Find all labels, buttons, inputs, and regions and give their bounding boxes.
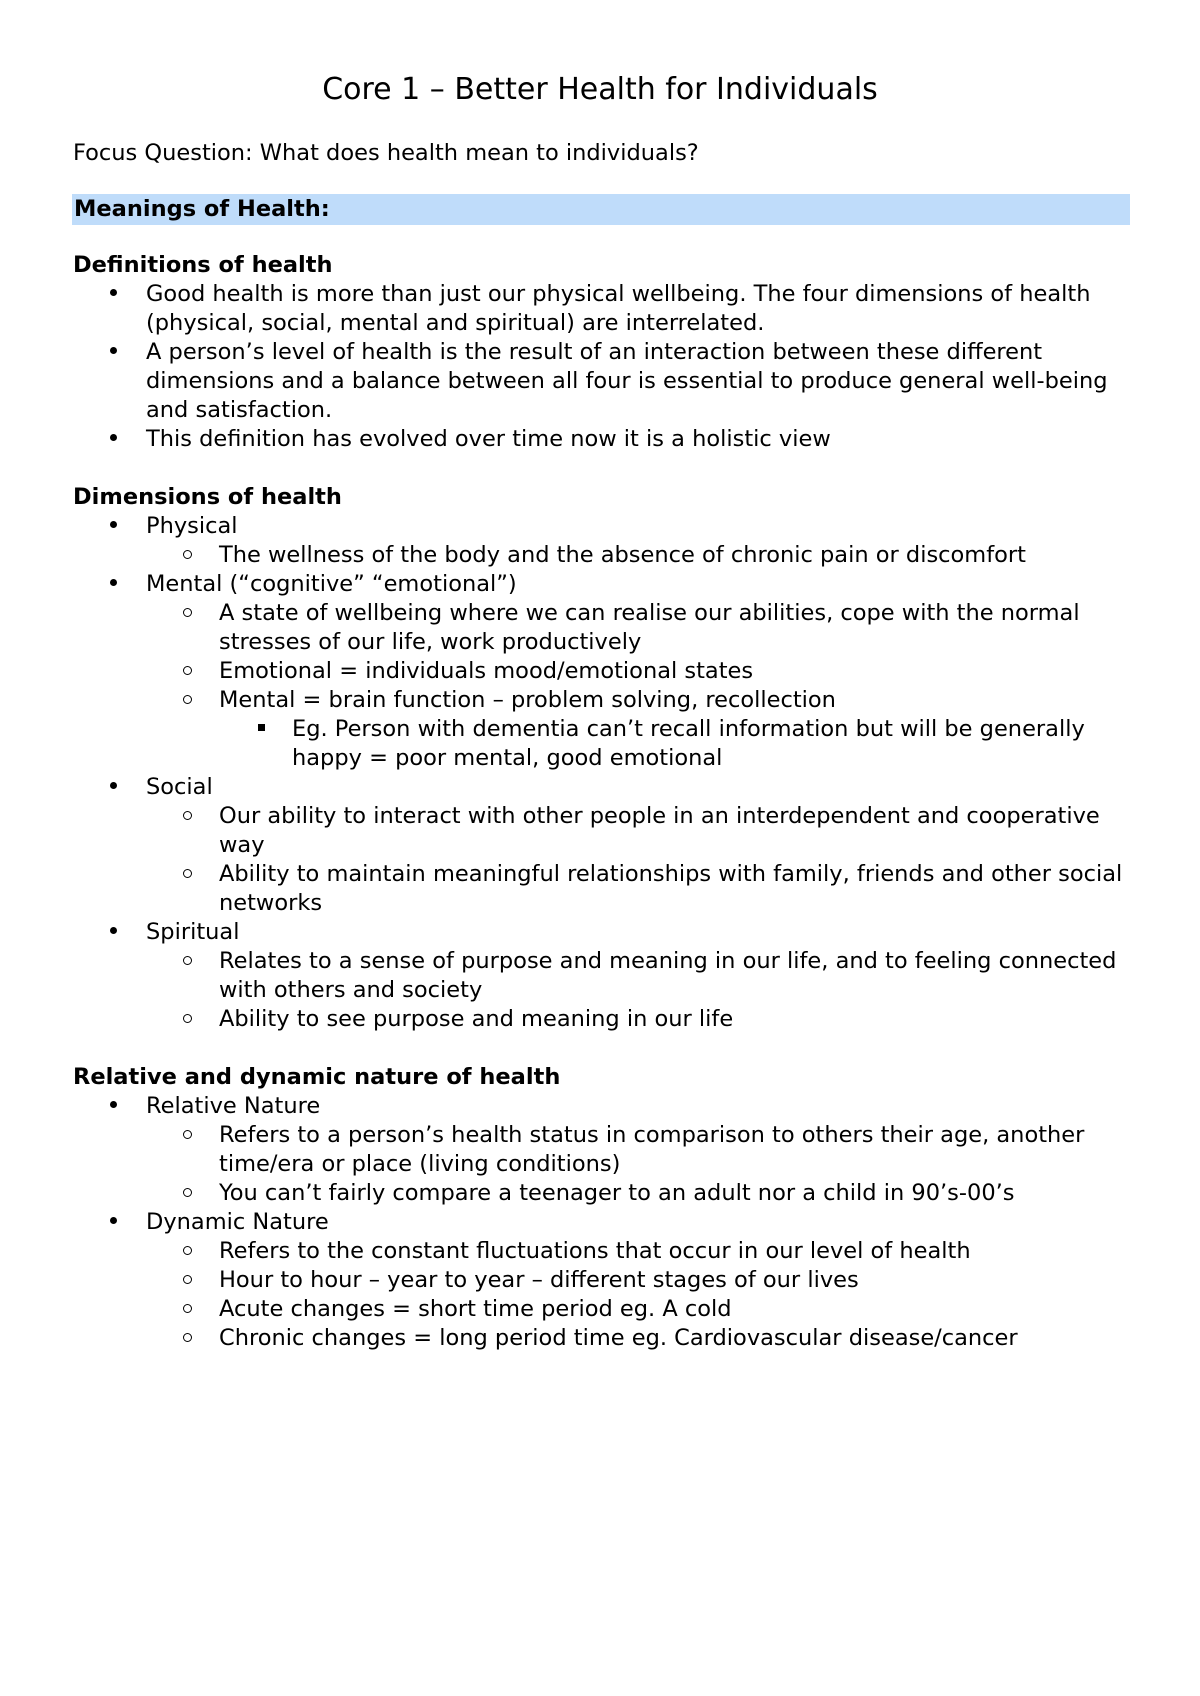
list-item — [73, 1208, 1133, 1353]
bullet-ring-icon — [183, 811, 192, 820]
bullet-ring-icon — [183, 1246, 192, 1255]
bullet-list-level-2 — [146, 541, 1133, 570]
bullet-dot-icon — [110, 521, 117, 528]
subsection-heading: Definitions of health — [73, 252, 333, 278]
bullet-ring-icon — [183, 1130, 192, 1139]
list-item — [146, 541, 1133, 570]
bullet-marker — [107, 425, 119, 454]
list-item-text: This definition has evolved over time now it is a holistic view — [146, 426, 831, 452]
bullet-marker — [179, 1121, 195, 1150]
list-item — [146, 1179, 1133, 1208]
bullet-list-level-2 — [146, 1121, 1133, 1208]
bullet-dot-icon — [110, 1101, 117, 1108]
list-item — [146, 1324, 1133, 1353]
bullet-list-level-1 — [73, 1092, 1133, 1353]
bullet-ring-icon — [183, 608, 192, 617]
list-item-text: Ability to see purpose and meaning in our life — [219, 1006, 734, 1032]
bullet-marker — [107, 512, 119, 541]
subsection-heading: Relative and dynamic nature of health — [73, 1064, 561, 1090]
bullet-ring-icon — [183, 956, 192, 965]
list-item — [73, 1092, 1133, 1208]
bullet-ring-icon — [183, 1188, 192, 1197]
bullet-dot-icon — [110, 434, 117, 441]
bullet-dot-icon — [110, 347, 117, 354]
bullet-marker — [255, 715, 267, 744]
bullet-marker — [179, 686, 195, 715]
bullet-list-level-2 — [146, 947, 1133, 1034]
list-item-text: You can’t fairly compare a teenager to an adult nor a child in 90’s-00’s — [219, 1180, 1015, 1206]
bullet-marker — [179, 1005, 195, 1034]
bullet-marker — [179, 947, 195, 976]
subsection-heading: Dimensions of health — [73, 484, 342, 510]
bullet-ring-icon — [183, 1014, 192, 1023]
bullet-marker — [179, 1237, 195, 1266]
spacer — [73, 1034, 1133, 1063]
list-item — [146, 686, 1133, 773]
bullet-dot-icon — [110, 579, 117, 586]
bullet-marker — [179, 1324, 195, 1353]
list-item-text: Refers to a person’s health status in comparison to others their age, another time/era or place (living conditions) — [219, 1122, 1085, 1177]
bullet-ring-icon — [183, 550, 192, 559]
list-item — [146, 1121, 1133, 1179]
bullet-ring-icon — [183, 666, 192, 675]
list-item-text: Eg. Person with dementia can’t recall information but will be generally happy = poor mental, good emotional — [292, 716, 1085, 771]
list-item-text: The wellness of the body and the absence of chronic pain or discomfort — [219, 542, 1026, 568]
bullet-ring-icon — [183, 869, 192, 878]
list-item — [146, 947, 1133, 1005]
spacer — [73, 454, 1133, 483]
list-item — [146, 1266, 1133, 1295]
bullet-marker — [107, 918, 119, 947]
list-item-text: Mental = brain function – problem solving, recollection — [219, 687, 836, 713]
list-item-text: Mental (“cognitive” “emotional”) — [146, 571, 517, 597]
list-item — [146, 657, 1133, 686]
bullet-list-level-1 — [73, 280, 1133, 454]
list-item-text: Spiritual — [146, 919, 240, 945]
bullet-marker — [107, 773, 119, 802]
list-item-text: Hour to hour – year to year – different stages of our lives — [219, 1267, 859, 1293]
list-item — [73, 512, 1133, 570]
bullet-marker — [179, 541, 195, 570]
list-item-text: Refers to the constant fluctuations that occur in our level of health — [219, 1238, 971, 1264]
bullet-square-icon — [258, 724, 265, 731]
list-item-text: Good health is more than just our physical wellbeing. The four dimensions of health (physical, social, mental and spiritual) are interrelated. — [146, 281, 1091, 336]
bullet-marker — [107, 338, 119, 367]
page-title: Core 1 – Better Health for Individuals — [322, 72, 878, 107]
bullet-marker — [179, 1179, 195, 1208]
bullet-ring-icon — [183, 1275, 192, 1284]
bullet-list-level-2 — [146, 802, 1133, 918]
list-item — [146, 1237, 1133, 1266]
bullet-marker — [107, 1092, 119, 1121]
bullet-marker — [179, 657, 195, 686]
bullet-marker — [107, 280, 119, 309]
list-item — [73, 280, 1133, 338]
bullet-marker — [107, 1208, 119, 1237]
list-item-text: Relative Nature — [146, 1093, 321, 1119]
list-item-text: Acute changes = short time period eg. A cold — [219, 1296, 732, 1322]
list-item-text: A state of wellbeing where we can realise our abilities, cope with the normal stresses of our life, work productively — [219, 600, 1080, 655]
bullet-marker — [107, 570, 119, 599]
list-item-text: Dynamic Nature — [146, 1209, 329, 1235]
bullet-ring-icon — [183, 1304, 192, 1313]
bullet-marker — [179, 599, 195, 628]
list-item — [73, 338, 1133, 425]
bullet-marker — [179, 860, 195, 889]
list-item-text: Chronic changes = long period time eg. Cardiovascular disease/cancer — [219, 1325, 1018, 1351]
bullet-marker — [179, 1295, 195, 1324]
bullet-ring-icon — [183, 1333, 192, 1342]
list-item — [73, 570, 1133, 773]
bullet-dot-icon — [110, 782, 117, 789]
list-item — [146, 1005, 1133, 1034]
list-item — [146, 599, 1133, 657]
list-item-text: Our ability to interact with other people in an interdependent and cooperative way — [219, 803, 1100, 858]
section-heading-meanings-of-health: Meanings of Health: — [72, 194, 1130, 225]
list-item-text: Ability to maintain meaningful relationships with family, friends and other social networks — [219, 861, 1123, 916]
list-item-text: Relates to a sense of purpose and meaning in our life, and to feeling connected with others and society — [219, 948, 1117, 1003]
bullet-list-level-2 — [146, 1237, 1133, 1353]
list-item — [219, 715, 1133, 773]
list-item — [146, 860, 1133, 918]
bullet-ring-icon — [183, 695, 192, 704]
list-item-text: Emotional = individuals mood/emotional states — [219, 658, 754, 684]
list-item — [73, 773, 1133, 918]
list-item — [146, 802, 1133, 860]
list-item — [73, 918, 1133, 1034]
bullet-dot-icon — [110, 927, 117, 934]
bullet-list-level-2 — [146, 599, 1133, 773]
list-item-text: A person’s level of health is the result of an interaction between these different dimensions and a balance between all four is essential to produce general well-being and satisfaction. — [146, 339, 1108, 423]
bullet-dot-icon — [110, 1217, 117, 1224]
focus-question: Focus Question: What does health mean to individuals? — [73, 140, 699, 166]
list-item-text: Physical — [146, 513, 238, 539]
list-item — [73, 425, 1133, 454]
bullet-dot-icon — [110, 289, 117, 296]
notes-content — [73, 251, 1133, 1353]
bullet-marker — [179, 1266, 195, 1295]
list-item-text: Social — [146, 774, 213, 800]
bullet-list-level-1 — [73, 512, 1133, 1034]
bullet-marker — [179, 802, 195, 831]
list-item — [146, 1295, 1133, 1324]
bullet-list-level-3 — [219, 715, 1133, 773]
